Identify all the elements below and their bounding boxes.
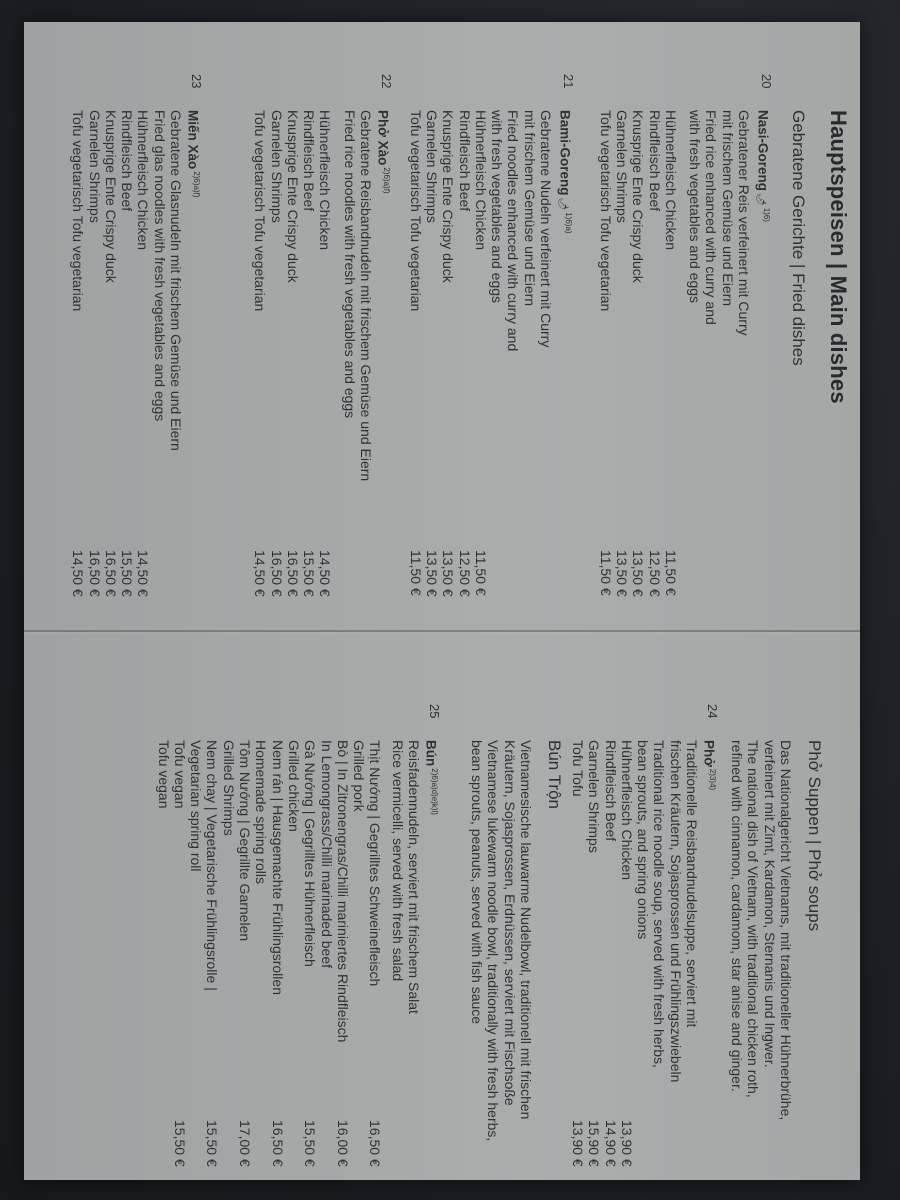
dish-number: 22 (379, 74, 394, 89)
dish-name: Phở Xào (375, 110, 391, 166)
left-page (24, 22, 860, 622)
option-label: Tofu vegetarisch Tofu vegetarian (407, 110, 424, 312)
option-label: Garnelen Shrimps (86, 110, 103, 223)
option-label: Tofu vegetarisch Tofu vegetarian (70, 110, 87, 312)
option-label: Knusprige Ente Crispy duck (630, 110, 647, 283)
option-label: Bò | In Zitronengras/Chilli mariniertes Rindfleisch (334, 740, 351, 1043)
option-price: 14,50 € (317, 550, 334, 597)
option-label: Tôm Nướng | Gegrillte Garnelen (237, 740, 254, 942)
option-label: Hühnerfleisch Chicken (662, 110, 679, 251)
option-price: 14,90 € (602, 1120, 619, 1167)
option-row (317, 110, 333, 610)
dish-number: 24 (705, 704, 720, 719)
option-label: Rindfleisch Beef (602, 740, 619, 842)
option-price: 14,50 € (70, 550, 87, 597)
description-line: bean sprouts, and spring onions (635, 740, 652, 940)
option-price: 11,50 € (597, 550, 614, 596)
description-line: Fried noodles enhanced with curry and (505, 110, 522, 352)
option-label: Knusprige Ente Crispy duck (440, 110, 457, 283)
option-label: Nem chay | Vegetarische Frühlingsrolle | (204, 740, 221, 991)
option-sublabel: Grilled Shrimps (220, 740, 237, 836)
menu-booklet (24, 22, 860, 1180)
option-price: 17,00 € (237, 1120, 254, 1167)
option-row (407, 110, 423, 610)
option-row (103, 110, 119, 610)
option-label: Rindfleisch Beef (119, 110, 136, 212)
allergen-codes: 2)6)a)f) (382, 167, 391, 194)
intro-line: bean sprouts, peanuts, served with fish sauce (469, 740, 486, 1025)
option-row (602, 740, 618, 1180)
dish-bami-goreng (407, 74, 576, 610)
description-line: Reisfadennudeln, serviert mit frischem Salat (406, 740, 423, 1014)
option-price: 11,50 € (407, 550, 424, 596)
option-label: Thịt Nướng | Gegrilltes Schweinefleisch (367, 740, 384, 987)
description-line: Gebratene Reisbandnudeln mit frischem Gemüse und Eiern (358, 110, 375, 482)
option-row (619, 740, 635, 1180)
option-price: 16,50 € (284, 550, 301, 597)
dish-number: 21 (561, 74, 576, 89)
right-page (24, 632, 860, 1180)
option-label: Hühnerfleisch Chicken (317, 110, 334, 251)
intro-line: The national dish of Vietnam, with traditional chicken roth, (745, 740, 762, 1098)
option-row (86, 110, 102, 610)
option-price: 16,50 € (86, 550, 103, 597)
option-label: Rindfleisch Beef (301, 110, 318, 212)
allergen-codes: 2)3)4) (708, 768, 717, 791)
option-row (135, 110, 151, 610)
option-price: 13,50 € (613, 550, 630, 597)
option-label: Garnelen Shrimps (423, 110, 440, 223)
option-label: Garnelen Shrimps (268, 110, 285, 223)
pho-intro (729, 740, 794, 1170)
option-price: 14,50 € (135, 550, 152, 597)
description-line: frischen Kräutern, Sojasprossen und Frühlingszwiebeln (667, 740, 684, 1083)
description-line: mit frischem Gemüse und Eiern (719, 110, 736, 307)
option-row (269, 740, 285, 1180)
option-price: 11,50 € (472, 550, 489, 596)
dish-pho (569, 704, 720, 1180)
option-price: 16,50 € (269, 1120, 286, 1167)
intro-line: Das Nationalgericht Vietnams, mit traditioneller Hühnerbrühe, (778, 740, 794, 1121)
option-label: Garnelen Shrimps (613, 110, 630, 223)
option-price: 14,50 € (252, 550, 269, 597)
dish-number: 23 (189, 74, 204, 89)
option-label: Hühnerfleisch Chicken (472, 110, 489, 251)
dish-name: Phở (701, 740, 717, 767)
dish-number: 25 (427, 704, 442, 719)
description-line: mit frischem Gemüse und Eiern (521, 110, 538, 307)
option-row (285, 110, 301, 610)
description-line: with fresh vegetables and eggs (687, 110, 704, 304)
bun-intro (469, 740, 534, 1180)
option-sublabel: Grilled chicken (285, 740, 302, 832)
description-line: Traditionelle Reisbandnudelsuppe, serviert mit (684, 740, 701, 1028)
rotated-menu-content (24, 22, 860, 1180)
option-price: 12,50 € (646, 550, 663, 597)
option-row (70, 110, 86, 610)
option-sublabel: Homemade spring rolls (253, 740, 270, 884)
intro-line: Kräutern, Sojasprossen, Erdnüssen, serviert mit Fischsoße (501, 740, 518, 1106)
option-row (440, 110, 456, 610)
chili-icon: 🌶 (755, 193, 767, 206)
option-row (237, 740, 253, 1180)
dish-number: 20 (759, 74, 774, 89)
option-row (172, 740, 188, 1180)
page-title: Hauptspeisen | Main dishes (826, 110, 851, 404)
option-sublabel: In Lemongrass/Chilli marinaded beef (318, 740, 335, 969)
option-label: Garnelen Shrimps (586, 740, 603, 853)
description-line: Fried glas noodles with fresh vegetables and eggs (151, 110, 168, 422)
option-row (301, 110, 317, 610)
option-label: Tofu vegetarisch Tofu vegetarian (597, 110, 614, 312)
option-price: 16,00 € (334, 1120, 351, 1167)
option-price: 13,90 € (618, 1120, 635, 1167)
option-row (614, 110, 630, 610)
description-line: Gebratene Nudeln verfeinert mit Curry (538, 110, 555, 348)
option-row (367, 740, 383, 1180)
option-sublabel: Vegetarian spring roll (188, 740, 205, 872)
option-label: Rindfleisch Beef (456, 110, 473, 212)
option-row (424, 110, 440, 610)
allergen-codes: 1)6) (762, 207, 771, 222)
option-price: 16,50 € (268, 550, 285, 597)
description-line: Gebratene Glasnudeln mit frischem Gemüse und Eiern (168, 110, 185, 451)
option-row (335, 740, 351, 1180)
option-sublabel: Tofu vegan (155, 740, 172, 809)
intro-line: refined with cinnamon, cardamom, star anise and ginger. (729, 740, 746, 1092)
option-price: 11,50 € (662, 550, 679, 596)
description-line: Fried rice enhanced with curry and (703, 110, 720, 325)
option-label: Rindfleisch Beef (646, 110, 663, 212)
option-row (473, 110, 489, 610)
option-row (119, 110, 135, 610)
dish-pho-xao (252, 74, 394, 610)
section-title-fried: Gebratene Gerichte | Fried dishes (789, 110, 808, 366)
option-row (646, 110, 662, 610)
intro-line: Vietnamesische lauwarme Nudelbowl, traditionell mit frischen (518, 740, 534, 1120)
allergen-codes: 2)6)a)f) (192, 171, 201, 198)
option-label: Knusprige Ente Crispy duck (102, 110, 119, 283)
option-row (570, 740, 586, 1180)
dish-name: Nasi-Goreng (755, 110, 771, 192)
option-label: Knusprige Ente Crispy duck (284, 110, 301, 283)
intro-line: Vietnamese lukewarm noodle bowl, traditionally with fresh herbs, (485, 740, 502, 1142)
option-price: 15,50 € (171, 1120, 188, 1167)
dish-bun (155, 704, 442, 1180)
option-row (586, 740, 602, 1180)
option-label: Tofu Tofu (569, 740, 586, 797)
option-price: 15,50 € (301, 550, 318, 597)
description-line: with fresh vegetables and eggs (489, 110, 506, 304)
option-price: 13,50 € (423, 550, 440, 597)
option-price: 15,50 € (302, 1120, 319, 1167)
option-row (302, 740, 318, 1180)
option-row (268, 110, 284, 610)
dish-name: Bami-Goreng (557, 110, 573, 196)
option-sublabel: Grilled pork (351, 740, 368, 812)
dish-name: Miến Xào (185, 110, 201, 170)
option-label: Tofu vegan (171, 740, 188, 809)
option-label: Hühnerfleisch Chicken (618, 740, 635, 881)
option-price: 15,90 € (586, 1120, 603, 1167)
option-price: 16,50 € (102, 550, 119, 597)
option-price: 13,90 € (569, 1120, 586, 1167)
section-title-pho: Phở Suppen | Phở soups (805, 740, 824, 932)
description-line: Rice vermicelli, served with fresh salad (389, 740, 406, 982)
option-price: 16,50 € (367, 1120, 384, 1167)
description-line: Gebratener Reis verfeinert mit Curry (736, 110, 753, 336)
option-label: Gà Nướng | Gegrilltes Hühnerfleisch (302, 740, 319, 967)
chili-icon: 🌶 (557, 197, 569, 211)
option-price: 15,50 € (119, 550, 136, 597)
option-price: 15,50 € (204, 1120, 221, 1167)
option-row (252, 110, 268, 610)
allergen-codes: 1)6)a) (564, 212, 573, 234)
intro-line: verfeinert mit Zimt, Kardamon, Sternanis und Ingwer. (761, 740, 778, 1068)
description-line: Fried rice noodles with fresh vegetables and eggs (341, 110, 358, 419)
option-price: 13,50 € (630, 550, 647, 597)
option-row (204, 740, 220, 1180)
option-row (456, 110, 472, 610)
option-price: 12,50 € (456, 550, 473, 597)
option-label: Nem rán | Hausgemachte Frühlingsrollen (269, 740, 286, 995)
option-price: 13,50 € (440, 550, 457, 597)
option-row (597, 110, 613, 610)
dish-nasi-goreng (597, 74, 774, 610)
option-label: Hühnerfleisch Chicken (135, 110, 152, 251)
dish-mien-xao (70, 74, 204, 610)
section-title-bun: Bún Trộn (545, 740, 564, 809)
description-line: Traditional rice noodle soup, served with fresh herbs, (651, 740, 668, 1068)
option-label: Tofu vegetarisch Tofu vegetarian (252, 110, 269, 312)
option-row (663, 110, 679, 610)
dish-name: Bún (423, 740, 439, 767)
option-row (630, 110, 646, 610)
allergen-codes: 2)6)a)d)e)k)l) (430, 768, 439, 815)
